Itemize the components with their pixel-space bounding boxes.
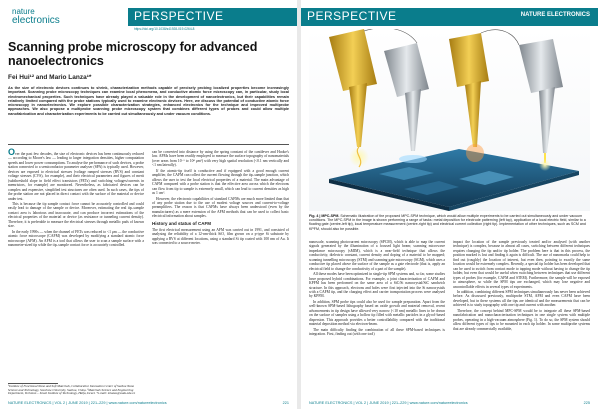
doi-link[interactable]: https://doi.org/10.1038/s41928-019-0264-8 — [134, 27, 195, 31]
article-type-banner — [301, 8, 598, 26]
body-column-right — [152, 150, 289, 247]
footer-citation: NATURE ELECTRONICS | VOL 2 | JUNE 2019 | 221–229 | www.nature.com/natureelectronics — [309, 401, 468, 405]
page-number: 225 — [583, 401, 590, 405]
page-footer — [8, 401, 289, 405]
body-paragraph — [8, 147, 144, 201]
mpc-spm-illustration — [309, 29, 590, 211]
page-left — [0, 0, 297, 409]
section-heading: History and status of CAFM — [152, 220, 212, 226]
drop-cap: O — [8, 147, 16, 157]
article-title: Scanning probe microscopy for advanced nanoelectronics — [8, 40, 258, 68]
page-right — [301, 0, 598, 409]
figure-caption — [309, 214, 590, 231]
body-column-left — [309, 240, 445, 338]
body-paragraph: The first electrical measurement using an AFM was carried out in 1991, and consisted of analysing the reliability of a 12-nm-thick SiO₂ film grown on a p-type Si substrate by applying a RVS at different locations, using a standard Si tip coated with 100 nm of Au. It was connected to a source meter. — [152, 227, 289, 246]
figure-caption-text: Schematic illustration of the proposed MPC-SPM technique, which would allow multiple experiments to be carried out simultaneously and under vacuum conditions. The MPC-SPM in the image is shown performing a range of tasks: metal deposition for electrode patterning (left top), application of a local electric field, similar to a floating gate (centre-left tip), local temperature measurement (centre-right tip) and electrical current collection (right tip). Implementation of other techniques, such as SCM and KPFM, should also be possible. — [309, 214, 586, 231]
affiliation-footnote: ¹Institute of Functional Nano and Soft Materials, Collaborative Innovation Center of Suzhou Nano Science and Technology, Soochow University, Suzhou, China. ²Materials Science and Engineering Department, Technion – Israel Institute of Technology, Haifa, Israel. *e-mail: mlanza@suda.edu.cn — [8, 384, 136, 396]
journal-logo — [12, 7, 60, 25]
body-text: ver the past few decades, the size of electronic devices has been continuously reduced — according to Moore's law — leading to larger integration densities, higher computation speeds and lower power consumptions. To analyse the performance of such devices, a probe station connected to a semiconductor parameter analyser (SPA) is typically used. However, devices are exposed to electrical stresses (voltage ramped stresses (RVS) and constant voltage stresses (CVS), for example), and their electrical parameters and figures of merit (subthreshold slope in field effect transistors (FETs) and switching voltages/currents in memristors, for example) are monitored. Nevertheless, as fabricated devices can be complex and expensive, simplified test structures are often used. In such cases, the tips of the probe station are not placed in direct contact with the surface of the material or device under test. — [8, 152, 144, 201]
abstract: As the size of electronic devices continues to shrink, characterization methods capable of precisely probing localized properties become increasingly important. Scanning probe microscopy techniques can examine local phenomena, and conductive atomic force microscopy can, in particular, study local electromechanical properties. Such techniques have already played a valuable role in the development of nanoelectronics, but their capabilities remain relatively limited compared with the probe stations typically used to examine electronic devices. Here, we discuss the potential of conductive atomic force microscopy in nanoelectronics. We explore possible characterization strategies, enhanced electronics for the technique and improved multiprobe approaches. We also propose a multiprobe scanning probe microscopy system that combines different types of probes and could allow multiple nanofabrication and characterization experiments to be carried out simultaneously and under vacuum conditions. — [8, 86, 289, 116]
body-column-right — [453, 240, 590, 332]
abstract-divider — [8, 144, 289, 145]
body-paragraph: In addition, SPM probe tips could also be used for sample preparation. Apart from the well-known SPM-based lithography based on oxide growth and material removal, recent advancements in tip design have allowed very narrow (<10 nm) metallic lines to be drawn on the surface of samples using a hollow tip filled with metallic particles in a glycol-based dispersion. This approach provides a better controllability compared with the traditional material deposition method via electron-beam. — [309, 299, 445, 327]
article-type-label: PERSPECTIVE — [307, 9, 397, 23]
body-paragraph: Therefore, the concept behind MPC-SPM would be to integrate all these SPM-based nanofabrication and nanocharacterization techniques in one single system with multiple probes, operating in a high-vacuum atmosphere (Fig. 1). To do so, the SPM system should allow different types of tips to be mounted in each tip holder. In some multiprobe systems that are already commercially available, — [453, 308, 590, 331]
page-footer — [309, 401, 590, 405]
body-paragraph: However, the electronic capabilities of standard CAFMs are much more limited than that of any probe station due to the use of modest voltage sources and current-to-voltage preamplifiers. The reason is that CAFMs have always been understood (even by the manufacturers) as a mere extension of the AFM methods that can be used to collect basic electrical information about samples. — [152, 196, 289, 219]
page-number: 221 — [282, 401, 289, 405]
article-type-banner — [128, 8, 297, 26]
footer-citation: NATURE ELECTRONICS | VOL 2 | JUNE 2019 | 221–229 | www.nature.com/natureelectronics — [8, 401, 167, 405]
author-list: Fei Hui¹² and Mario Lanza¹* — [8, 74, 92, 81]
figure-label: Fig. 4 | MPC-SPM. — [309, 214, 340, 218]
body-column-left — [8, 147, 144, 249]
journal-name: NATURE ELECTRONICS — [520, 12, 590, 18]
body-paragraph: nanoscale, scanning photocurrent microscopy (SPCM), which is able to map the current signals generated by the illumination of a focused light beam; scanning microwave impedance microscopy (sMIM), which is a near-field technique that allows the conductivity, dielectric constant, current density and doping of a material to be mapped; scanning tunnelling microscopy (STM) and scanning gate microscopy (SGM), which uses a conductive tip placed above the surface of the sample as a gate electrode (that is, apply an electrical field to change the conductivity of a part of the sample). — [309, 240, 445, 271]
body-paragraph: All these modes have been optimized in single-tip SPM systems and, so far, some studies have proposed hybrid combinations. For example, a joint characterization of CAFM and KPFM has been performed on the same area of a SiC/Si nanocrystal/SiC sandwich structure. In this approach, electrons and holes were first injected into the Si nanocrystals with a CAFM tip, and the charging effect and carrier transportation process were analysed by KPFM. — [309, 272, 445, 299]
body-paragraph: can be converted into distance by using the spring constant of the cantilever and Hooke's law. AFMs have been readily employed to measure the surface topography of nanomaterials (over areas from 10⁻¹ to 10⁴ μm²) with very high spatial resolution (<0.1 nm vertically and <1 nm laterally). — [152, 150, 289, 168]
body-paragraph: In addition, combining different SPM techniques simultaneously has never been achieved before. As discussed previously, multiprobe STM, AFM and even CAFM have been developed, but in these systems all the tips are identical and the measurements that can be achieved is to study topography with one tip and current with another. — [453, 289, 590, 308]
logo-line-nature: nature — [12, 7, 35, 16]
body-paragraph: impact the location of the sample previously treated and/or analysed (with another technique) is complex, because in almost all cases, switching between different techniques requires changing the tip and/or tip holder. The problem here is that in this process, the position marked is lost and finding it again is difficult. The use of nanomarks could help to find out (roughly) the location of interest, but even then, pointing to exactly the same location would be extremely complex. Recently, a special tip holder has been developed that can be used to switch from contact mode to tapping mode without having to change the tip holder, but even that would be useful when switching between techniques that use different types of probes (for example, CAFM and STEM). Furthermore, the sample will be exposed to atmosphere, so while the SPM tips are exchanged, which may lose negative and uncontrollable effects in several types of experiments. — [453, 240, 590, 289]
body-paragraph: In the early 1990s — when the channel of FETs was reduced to <1 μm — the conductive atomic force microscope (CAFM) was developed by modifying a standard atomic force microscope (AFM). An AFM is a tool that allows the user to scan a sample surface with a nanometre-sized tip while the tip–sample contact force is accurately controlled. — [8, 229, 144, 248]
article-type-label: PERSPECTIVE — [134, 9, 224, 23]
body-paragraph: The main difficulty finding the combination of all these SPM-based techniques is integration. First, finding out (with one tool) — [309, 327, 445, 337]
body-paragraph: If the atomic-tip itself is conductive and if equipped with a good enough current amplifier, the CAFM can collect the current flowing through the tip–sample junction, which allows the user to test the local electrical properties of a material. The main advantage of CAFM compared with a probe station is that the effective area across which the electrons can flow from tip to sample is extremely small, which can lead to current densities as high as 1 cm². — [152, 168, 289, 196]
logo-line-electronics: electronics — [12, 15, 60, 26]
body-paragraph: This is because the tip sample contact force cannot be accurately controlled and could easily lead to damage of the sample or device. Moreover, estimating the real tip–sample contact area is laborious and inaccurate, and can produce incorrect estimations of the electrical properties of the material or device (as resistance or tunneling current density). Therefore, it is preferable to measure the electrical stresses through metallic pads of known size. — [8, 201, 144, 229]
